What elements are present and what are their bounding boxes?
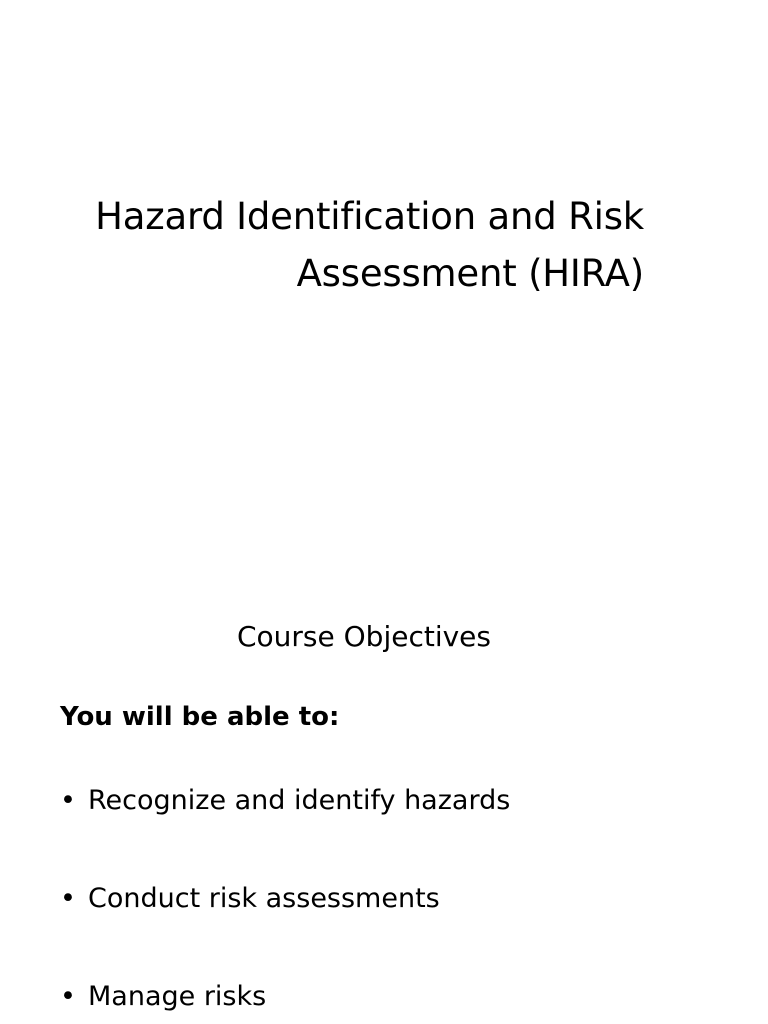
list-item — [60, 978, 266, 1016]
title-line-2: Assessment (HIRA) — [296, 252, 644, 295]
bullet-icon: • — [60, 981, 76, 1012]
list-item-text: Conduct risk assessments — [88, 883, 440, 914]
title-line-1: Hazard Identification and Risk — [95, 195, 644, 238]
list-item-text: Recognize and identify hazards — [88, 785, 511, 816]
list-item-text: Manage risks — [88, 981, 267, 1012]
section-heading: Course Objectives — [236, 620, 491, 653]
bullet-icon: • — [60, 785, 76, 816]
bullet-icon: • — [60, 883, 76, 914]
list-item — [60, 880, 440, 918]
list-item — [60, 782, 510, 820]
lead-text: You will be able to: — [60, 702, 340, 732]
page-title — [60, 188, 644, 302]
